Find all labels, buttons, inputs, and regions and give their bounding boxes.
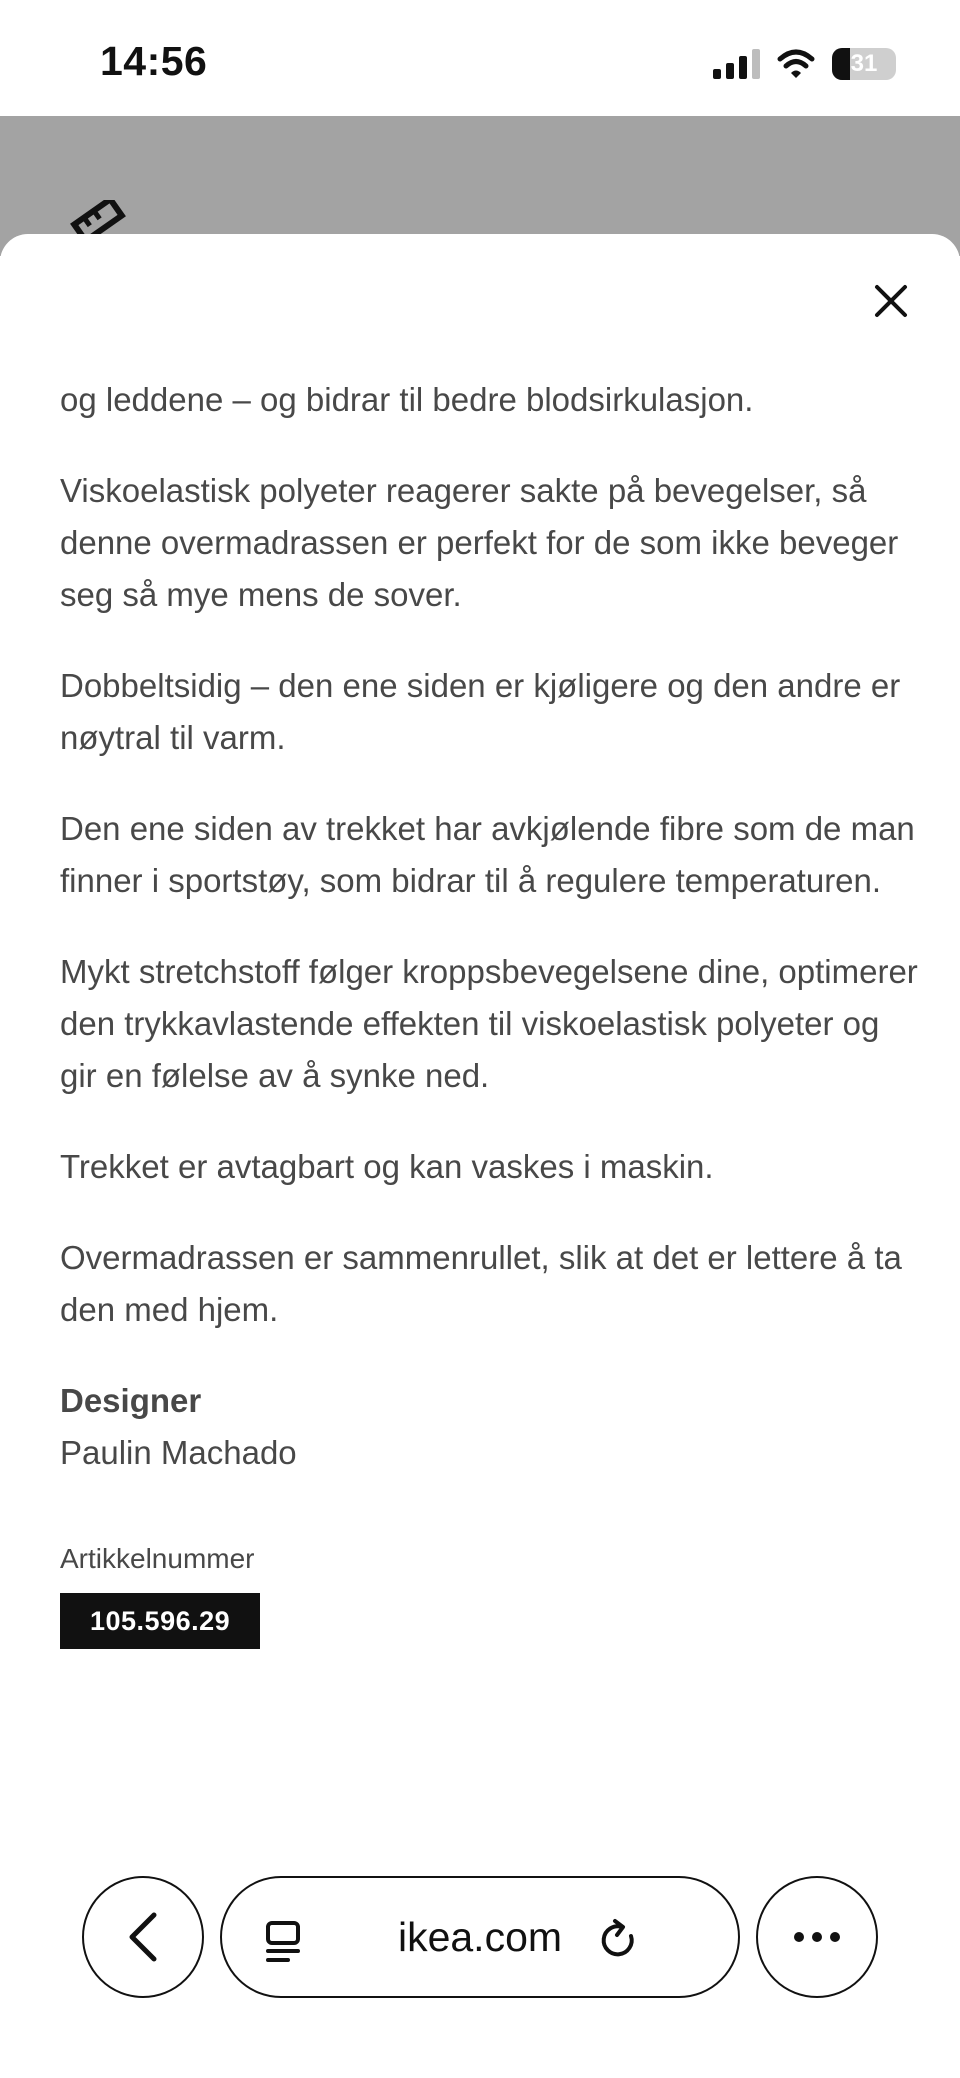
description-paragraph: Den ene siden av trekket har avkjølende fibre som de man finner i sportstøy, som bidrar til å regulere temperaturen. xyxy=(60,810,915,899)
reload-icon[interactable] xyxy=(598,1918,640,1962)
description-paragraph: Trekket er avtagbart og kan vaskes i maskin. xyxy=(60,1148,714,1185)
close-icon xyxy=(874,284,908,318)
article-number-badge: 105.596.29 xyxy=(60,1593,260,1649)
battery-level: 31 xyxy=(850,50,878,77)
designer-heading: Designer xyxy=(60,1382,202,1419)
chevron-left-icon xyxy=(126,1911,160,1963)
browser-toolbar xyxy=(0,1860,960,2020)
article-number-label: Artikkelnummer xyxy=(60,1543,255,1574)
more-icon xyxy=(794,1932,804,1942)
url-text[interactable]: ikea.com xyxy=(397,1914,563,1960)
back-button[interactable] xyxy=(82,1876,204,1998)
more-button[interactable] xyxy=(756,1876,878,1998)
wifi-icon xyxy=(776,49,816,79)
designer-name: Paulin Machado xyxy=(60,1434,297,1471)
product-description xyxy=(60,374,920,1649)
description-paragraph: Overmadrassen er sammenrullet, slik at det er lettere å ta den med hjem. xyxy=(60,1239,902,1328)
description-paragraph: Dobbeltsidig – den ene siden er kjøligere og den andre er nøytral til varm. xyxy=(60,667,901,756)
description-paragraph: og leddene – og bidrar til bedre blodsirkulasjon. xyxy=(60,381,754,418)
status-icons xyxy=(713,44,896,84)
status-bar xyxy=(0,0,960,116)
description-paragraph: Viskoelastisk polyeter reagerer sakte på bevegelser, så denne overmadrassen er perfekt for de som ikke beveger seg så mye mens de sover. xyxy=(60,472,899,613)
status-time: 14:56 xyxy=(100,38,208,84)
address-bar[interactable] xyxy=(220,1876,740,1998)
close-button[interactable] xyxy=(866,276,916,326)
battery-icon xyxy=(832,48,896,80)
signal-icon xyxy=(713,49,760,79)
description-paragraph: Mykt stretchstoff følger kroppsbevegelsene dine, optimerer den trykkavlastende effekten til viskoelastisk polyeter og gir en følelse av å synke ned. xyxy=(60,953,918,1094)
